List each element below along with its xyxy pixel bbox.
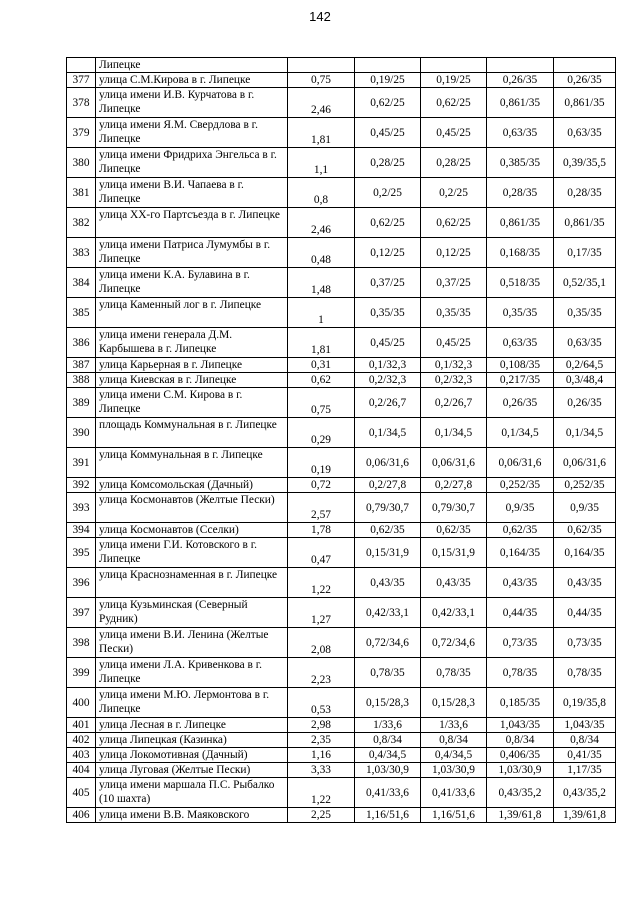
value-col-1: 0,35/35	[355, 298, 421, 328]
street-name: улица Липецкая (Казинка)	[96, 733, 288, 748]
value-col-4: 0,252/35	[554, 478, 616, 493]
value-col-4: 1,043/35	[554, 718, 616, 733]
table-row	[67, 493, 616, 523]
value-col-2: 0,45/25	[421, 328, 487, 358]
value-col-3: 0,185/35	[487, 688, 554, 718]
table-row	[67, 748, 616, 763]
value-col-3: 0,73/35	[487, 628, 554, 658]
table-row	[67, 268, 616, 298]
road-length: 2,23	[288, 658, 355, 688]
road-length	[288, 58, 355, 73]
table-row	[67, 628, 616, 658]
value-col-3: 0,78/35	[487, 658, 554, 688]
road-length: 1,81	[288, 328, 355, 358]
value-col-2: 0,1/32,3	[421, 358, 487, 373]
table-row	[67, 598, 616, 628]
value-col-4: 0,19/35,8	[554, 688, 616, 718]
value-col-3: 0,28/35	[487, 178, 554, 208]
street-name: Липецке	[96, 58, 288, 73]
street-name: улица Лесная в г. Липецке	[96, 718, 288, 733]
road-length: 1	[288, 298, 355, 328]
table-row	[67, 418, 616, 448]
value-col-3: 0,518/35	[487, 268, 554, 298]
value-col-3: 0,1/34,5	[487, 418, 554, 448]
street-name: улица Краснознаменная в г. Липецке	[96, 568, 288, 598]
street-name: улица имени К.А. Булавина в г. Липецке	[96, 268, 288, 298]
value-col-4: 0,39/35,5	[554, 148, 616, 178]
value-col-4: 0,17/35	[554, 238, 616, 268]
table-row	[67, 208, 616, 238]
value-col-3: 0,108/35	[487, 358, 554, 373]
value-col-2: 0,43/35	[421, 568, 487, 598]
table-row	[67, 448, 616, 478]
row-number: 390	[67, 418, 96, 448]
table-row	[67, 718, 616, 733]
value-col-4	[554, 58, 616, 73]
value-col-2: 0,15/28,3	[421, 688, 487, 718]
value-col-1: 0,15/28,3	[355, 688, 421, 718]
value-col-3: 0,35/35	[487, 298, 554, 328]
table-row	[67, 58, 616, 73]
value-col-1: 0,72/34,6	[355, 628, 421, 658]
value-col-1: 0,37/25	[355, 268, 421, 298]
value-col-3: 0,9/35	[487, 493, 554, 523]
value-col-1: 0,78/35	[355, 658, 421, 688]
value-col-2: 0,12/25	[421, 238, 487, 268]
row-number: 402	[67, 733, 96, 748]
value-col-2: 0,62/35	[421, 523, 487, 538]
road-length: 2,25	[288, 808, 355, 823]
value-col-2: 1,16/51,6	[421, 808, 487, 823]
value-col-1: 0,06/31,6	[355, 448, 421, 478]
value-col-3: 0,164/35	[487, 538, 554, 568]
value-col-4: 0,26/35	[554, 388, 616, 418]
value-col-2: 0,8/34	[421, 733, 487, 748]
value-col-1: 1/33,6	[355, 718, 421, 733]
value-col-4: 0,44/35	[554, 598, 616, 628]
street-name: улица имени генерала Д.М. Карбышева в г. Липецке	[96, 328, 288, 358]
row-number: 378	[67, 88, 96, 118]
street-name: улица имени С.М. Кирова в г. Липецке	[96, 388, 288, 418]
value-col-1: 0,79/30,7	[355, 493, 421, 523]
road-length: 2,98	[288, 718, 355, 733]
row-number: 391	[67, 448, 96, 478]
value-col-1: 1,03/30,9	[355, 763, 421, 778]
value-col-1: 0,45/25	[355, 328, 421, 358]
value-col-3: 0,168/35	[487, 238, 554, 268]
value-col-3	[487, 58, 554, 73]
value-col-4: 0,3/48,4	[554, 373, 616, 388]
street-name: улица имени В.В. Маяковского	[96, 808, 288, 823]
value-col-1: 0,12/25	[355, 238, 421, 268]
row-number: 382	[67, 208, 96, 238]
value-col-4: 0,26/35	[554, 73, 616, 88]
road-length: 1,27	[288, 598, 355, 628]
table-row	[67, 328, 616, 358]
table-row	[67, 658, 616, 688]
value-col-4: 1,39/61,8	[554, 808, 616, 823]
value-col-4: 0,41/35	[554, 748, 616, 763]
value-col-3: 0,06/31,6	[487, 448, 554, 478]
value-col-1: 0,28/25	[355, 148, 421, 178]
value-col-3: 0,8/34	[487, 733, 554, 748]
street-name: улица Комсомольская (Дачный)	[96, 478, 288, 493]
value-col-3: 0,63/35	[487, 118, 554, 148]
value-col-3: 0,861/35	[487, 88, 554, 118]
street-name: улица имени Г.И. Котовского в г. Липецке	[96, 538, 288, 568]
value-col-3: 0,861/35	[487, 208, 554, 238]
row-number: 380	[67, 148, 96, 178]
value-col-2: 0,78/35	[421, 658, 487, 688]
value-col-2: 0,62/25	[421, 88, 487, 118]
value-col-1: 0,4/34,5	[355, 748, 421, 763]
street-name: улица имени маршала П.С. Рыбалко (10 шахта)	[96, 778, 288, 808]
road-length: 0,72	[288, 478, 355, 493]
street-name: улица XX-го Партсъезда в г. Липецке	[96, 208, 288, 238]
value-col-1: 0,62/25	[355, 88, 421, 118]
table-row	[67, 88, 616, 118]
value-col-2: 0,2/32,3	[421, 373, 487, 388]
road-length: 1,78	[288, 523, 355, 538]
value-col-3: 1,39/61,8	[487, 808, 554, 823]
value-col-4: 1,17/35	[554, 763, 616, 778]
value-col-1: 0,62/25	[355, 208, 421, 238]
street-name: улица Кузьминская (Северный Рудник)	[96, 598, 288, 628]
value-col-2: 0,37/25	[421, 268, 487, 298]
road-length: 1,81	[288, 118, 355, 148]
table-row	[67, 778, 616, 808]
value-col-4: 0,63/35	[554, 328, 616, 358]
value-col-4: 0,43/35,2	[554, 778, 616, 808]
value-col-2: 1,03/30,9	[421, 763, 487, 778]
value-col-2: 0,72/34,6	[421, 628, 487, 658]
value-col-3: 0,44/35	[487, 598, 554, 628]
value-col-2: 0,2/25	[421, 178, 487, 208]
value-col-3: 0,217/35	[487, 373, 554, 388]
row-number: 386	[67, 328, 96, 358]
table-body	[67, 58, 616, 823]
street-name: улица Каменный лог в г. Липецке	[96, 298, 288, 328]
value-col-4: 0,861/35	[554, 208, 616, 238]
value-col-3: 0,43/35,2	[487, 778, 554, 808]
row-number	[67, 58, 96, 73]
road-length: 1,48	[288, 268, 355, 298]
row-number: 393	[67, 493, 96, 523]
value-col-2: 0,1/34,5	[421, 418, 487, 448]
value-col-2: 0,28/25	[421, 148, 487, 178]
value-col-3: 0,26/35	[487, 388, 554, 418]
value-col-2: 0,2/26,7	[421, 388, 487, 418]
road-table	[66, 57, 616, 823]
street-name: улица Локомотивная (Дачный)	[96, 748, 288, 763]
value-col-2: 0,42/33,1	[421, 598, 487, 628]
value-col-1: 0,15/31,9	[355, 538, 421, 568]
value-col-3: 0,385/35	[487, 148, 554, 178]
road-length: 2,46	[288, 88, 355, 118]
road-length: 0,31	[288, 358, 355, 373]
value-col-4: 0,06/31,6	[554, 448, 616, 478]
value-col-4: 0,62/35	[554, 523, 616, 538]
value-col-1: 0,45/25	[355, 118, 421, 148]
road-length: 0,48	[288, 238, 355, 268]
value-col-1	[355, 58, 421, 73]
row-number: 399	[67, 658, 96, 688]
street-name: улица Луговая (Желтые Пески)	[96, 763, 288, 778]
street-name: улица имени В.И. Ленина (Желтые Пески)	[96, 628, 288, 658]
value-col-4: 0,52/35,1	[554, 268, 616, 298]
page-number: 142	[309, 9, 331, 24]
value-col-4: 0,73/35	[554, 628, 616, 658]
value-col-2: 0,2/27,8	[421, 478, 487, 493]
value-col-2: 0,15/31,9	[421, 538, 487, 568]
row-number: 398	[67, 628, 96, 658]
value-col-1: 0,2/32,3	[355, 373, 421, 388]
row-number: 403	[67, 748, 96, 763]
street-name: площадь Коммунальная в г. Липецке	[96, 418, 288, 448]
value-col-3: 1,043/35	[487, 718, 554, 733]
street-name: улица Космонавтов (Сселки)	[96, 523, 288, 538]
table-row	[67, 298, 616, 328]
table-row	[67, 358, 616, 373]
row-number: 397	[67, 598, 96, 628]
road-length: 3,33	[288, 763, 355, 778]
row-number: 404	[67, 763, 96, 778]
value-col-4: 0,78/35	[554, 658, 616, 688]
value-col-2: 0,4/34,5	[421, 748, 487, 763]
row-number: 385	[67, 298, 96, 328]
road-length: 0,8	[288, 178, 355, 208]
value-col-4: 0,164/35	[554, 538, 616, 568]
street-name: улица имени М.Ю. Лермонтова в г. Липецке	[96, 688, 288, 718]
table-row	[67, 178, 616, 208]
value-col-2: 0,19/25	[421, 73, 487, 88]
value-col-1: 0,2/26,7	[355, 388, 421, 418]
table-row	[67, 688, 616, 718]
table-row	[67, 148, 616, 178]
road-length: 0,29	[288, 418, 355, 448]
street-name: улица имени Я.М. Свердлова в г. Липецке	[96, 118, 288, 148]
row-number: 381	[67, 178, 96, 208]
road-length: 2,46	[288, 208, 355, 238]
table-row	[67, 118, 616, 148]
value-col-1: 0,19/25	[355, 73, 421, 88]
street-name: улица имени Фридриха Энгельса в г. Липецке	[96, 148, 288, 178]
value-col-4: 0,28/35	[554, 178, 616, 208]
row-number: 388	[67, 373, 96, 388]
row-number: 384	[67, 268, 96, 298]
value-col-2: 0,62/25	[421, 208, 487, 238]
table-row	[67, 808, 616, 823]
value-col-2: 0,06/31,6	[421, 448, 487, 478]
value-col-4: 0,35/35	[554, 298, 616, 328]
value-col-3: 0,406/35	[487, 748, 554, 763]
road-length: 1,1	[288, 148, 355, 178]
road-length: 2,35	[288, 733, 355, 748]
road-length: 0,19	[288, 448, 355, 478]
value-col-4: 0,43/35	[554, 568, 616, 598]
street-name: улица Киевская в г. Липецке	[96, 373, 288, 388]
table-row	[67, 733, 616, 748]
value-col-1: 0,2/25	[355, 178, 421, 208]
table-row	[67, 388, 616, 418]
value-col-4: 0,861/35	[554, 88, 616, 118]
value-col-1: 0,2/27,8	[355, 478, 421, 493]
road-length: 2,57	[288, 493, 355, 523]
value-col-3: 0,252/35	[487, 478, 554, 493]
row-number: 405	[67, 778, 96, 808]
road-length: 1,22	[288, 778, 355, 808]
street-name: улица имени Л.А. Кривенкова в г. Липецке	[96, 658, 288, 688]
table-row	[67, 538, 616, 568]
table-row	[67, 523, 616, 538]
table-row	[67, 763, 616, 778]
value-col-2: 0,45/25	[421, 118, 487, 148]
row-number: 400	[67, 688, 96, 718]
road-length: 2,08	[288, 628, 355, 658]
row-number: 394	[67, 523, 96, 538]
value-col-3: 0,62/35	[487, 523, 554, 538]
table-row	[67, 568, 616, 598]
value-col-2: 1/33,6	[421, 718, 487, 733]
value-col-1: 1,16/51,6	[355, 808, 421, 823]
table-row	[67, 373, 616, 388]
street-name: улица имени И.В. Курчатова в г. Липецке	[96, 88, 288, 118]
value-col-1: 0,43/35	[355, 568, 421, 598]
value-col-3: 0,26/35	[487, 73, 554, 88]
value-col-2: 0,79/30,7	[421, 493, 487, 523]
value-col-4: 0,9/35	[554, 493, 616, 523]
value-col-2: 0,35/35	[421, 298, 487, 328]
row-number: 377	[67, 73, 96, 88]
value-col-1: 0,41/33,6	[355, 778, 421, 808]
value-col-1: 0,1/32,3	[355, 358, 421, 373]
value-col-1: 0,8/34	[355, 733, 421, 748]
street-name: улица Карьерная в г. Липецке	[96, 358, 288, 373]
table-row	[67, 478, 616, 493]
street-name: улица имени В.И. Чапаева в г. Липецке	[96, 178, 288, 208]
row-number: 401	[67, 718, 96, 733]
row-number: 379	[67, 118, 96, 148]
value-col-1: 0,42/33,1	[355, 598, 421, 628]
value-col-4: 0,2/64,5	[554, 358, 616, 373]
value-col-1: 0,1/34,5	[355, 418, 421, 448]
road-length: 0,62	[288, 373, 355, 388]
row-number: 396	[67, 568, 96, 598]
value-col-4: 0,8/34	[554, 733, 616, 748]
value-col-1: 0,62/35	[355, 523, 421, 538]
row-number: 392	[67, 478, 96, 493]
table-row	[67, 73, 616, 88]
road-length: 0,47	[288, 538, 355, 568]
street-name: улица С.М.Кирова в г. Липецке	[96, 73, 288, 88]
value-col-4: 0,63/35	[554, 118, 616, 148]
value-col-2: 0,41/33,6	[421, 778, 487, 808]
road-length: 0,75	[288, 73, 355, 88]
road-length: 0,75	[288, 388, 355, 418]
row-number: 389	[67, 388, 96, 418]
value-col-3: 0,43/35	[487, 568, 554, 598]
road-length: 1,22	[288, 568, 355, 598]
street-name: улица имени Патриса Лумумбы в г. Липецке	[96, 238, 288, 268]
table-row	[67, 238, 616, 268]
street-name: улица Коммунальная в г. Липецке	[96, 448, 288, 478]
row-number: 387	[67, 358, 96, 373]
street-name: улица Космонавтов (Желтые Пески)	[96, 493, 288, 523]
value-col-2	[421, 58, 487, 73]
value-col-3: 0,63/35	[487, 328, 554, 358]
row-number: 383	[67, 238, 96, 268]
row-number: 395	[67, 538, 96, 568]
road-length: 0,53	[288, 688, 355, 718]
value-col-4: 0,1/34,5	[554, 418, 616, 448]
value-col-3: 1,03/30,9	[487, 763, 554, 778]
road-length: 1,16	[288, 748, 355, 763]
row-number: 406	[67, 808, 96, 823]
